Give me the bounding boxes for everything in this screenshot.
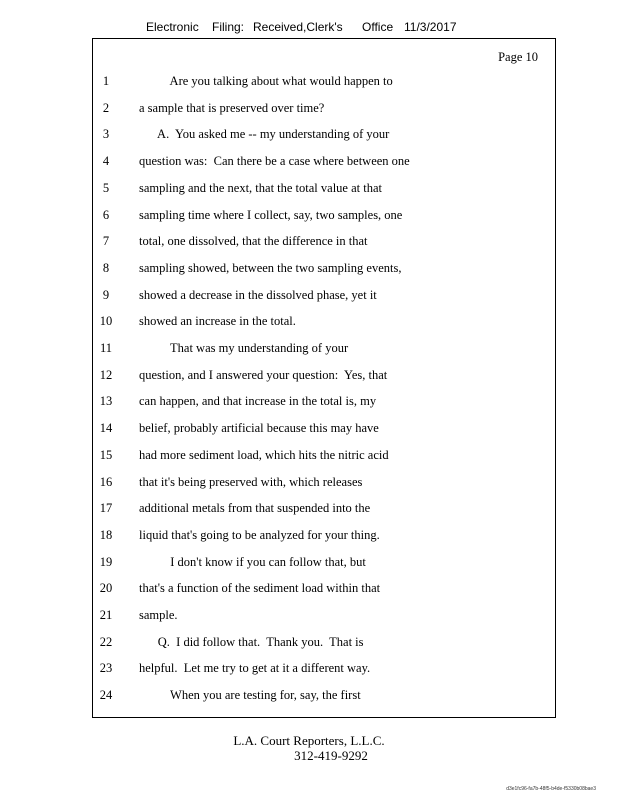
line-number: 17 bbox=[99, 501, 113, 515]
line-number: 21 bbox=[99, 608, 113, 622]
line-number: 11 bbox=[99, 341, 113, 355]
line-number: 2 bbox=[102, 101, 110, 115]
line-text: sample. bbox=[139, 608, 178, 622]
filing-stamp-part: Electronic bbox=[146, 20, 199, 34]
line-number: 5 bbox=[102, 181, 110, 195]
line-text: that it's being preserved with, which releases bbox=[139, 475, 363, 489]
filing-stamp-part: Received,Clerk's bbox=[253, 20, 343, 34]
line-text: sampling showed, between the two sampling events, bbox=[139, 261, 402, 275]
line-text: a sample that is preserved over time? bbox=[139, 101, 325, 115]
line-text: sampling time where I collect, say, two samples, one bbox=[139, 208, 403, 222]
line-text: That was my understanding of your bbox=[139, 341, 349, 355]
line-number: 8 bbox=[102, 261, 110, 275]
line-text: sampling and the next, that the total value at that bbox=[139, 181, 382, 195]
line-number: 24 bbox=[99, 688, 113, 702]
line-text: that's a function of the sediment load within that bbox=[139, 581, 381, 595]
filing-stamp-part: Filing: bbox=[212, 20, 245, 34]
line-text: I don't know if you can follow that, but bbox=[139, 555, 366, 569]
line-number: 7 bbox=[102, 234, 110, 248]
line-text: helpful. Let me try to get at it a different way. bbox=[139, 661, 371, 675]
line-text: showed an increase in the total. bbox=[139, 314, 296, 328]
filing-stamp-part: 11/3/2017 bbox=[404, 20, 457, 34]
line-text: had more sediment load, which hits the nitric acid bbox=[139, 448, 389, 462]
line-number: 19 bbox=[99, 555, 113, 569]
line-number: 14 bbox=[99, 421, 113, 435]
line-number: 4 bbox=[102, 154, 110, 168]
line-number: 9 bbox=[102, 288, 110, 302]
footer-phone: 312-419-9292 bbox=[294, 748, 368, 763]
line-number: 1 bbox=[102, 74, 110, 88]
line-number: 20 bbox=[99, 581, 113, 595]
line-text: A. You asked me -- my understanding of your bbox=[139, 127, 390, 141]
line-text: Q. I did follow that. Thank you. That is bbox=[139, 635, 364, 649]
line-text: question was: Can there be a case where between one bbox=[139, 154, 410, 168]
document-hash: d3e1fc96-fa7b-48f5-b4de-f5330b08bae3 bbox=[506, 786, 596, 792]
filing-stamp-part: Office bbox=[362, 20, 394, 34]
line-number: 18 bbox=[99, 528, 113, 542]
footer-company: L.A. Court Reporters, L.L.C. bbox=[233, 733, 385, 748]
line-text: Are you talking about what would happen to bbox=[139, 74, 393, 88]
page-number: Page 10 bbox=[498, 50, 538, 64]
line-number: 12 bbox=[99, 368, 113, 382]
line-text: When you are testing for, say, the first bbox=[139, 688, 361, 702]
line-number: 22 bbox=[99, 635, 113, 649]
line-text: belief, probably artificial because this may have bbox=[139, 421, 379, 435]
line-number: 10 bbox=[99, 314, 113, 328]
line-number: 23 bbox=[99, 661, 113, 675]
line-text: additional metals from that suspended into the bbox=[139, 501, 371, 515]
line-number: 16 bbox=[99, 475, 113, 489]
line-number: 15 bbox=[99, 448, 113, 462]
line-text: can happen, and that increase in the total is, my bbox=[139, 394, 377, 408]
line-text: showed a decrease in the dissolved phase, yet it bbox=[139, 288, 377, 302]
line-text: question, and I answered your question: Yes, that bbox=[139, 368, 388, 382]
line-number: 13 bbox=[99, 394, 113, 408]
line-number: 6 bbox=[102, 208, 110, 222]
line-number: 3 bbox=[102, 127, 110, 141]
line-text: total, one dissolved, that the difference in that bbox=[139, 234, 368, 248]
line-text: liquid that's going to be analyzed for your thing. bbox=[139, 528, 380, 542]
